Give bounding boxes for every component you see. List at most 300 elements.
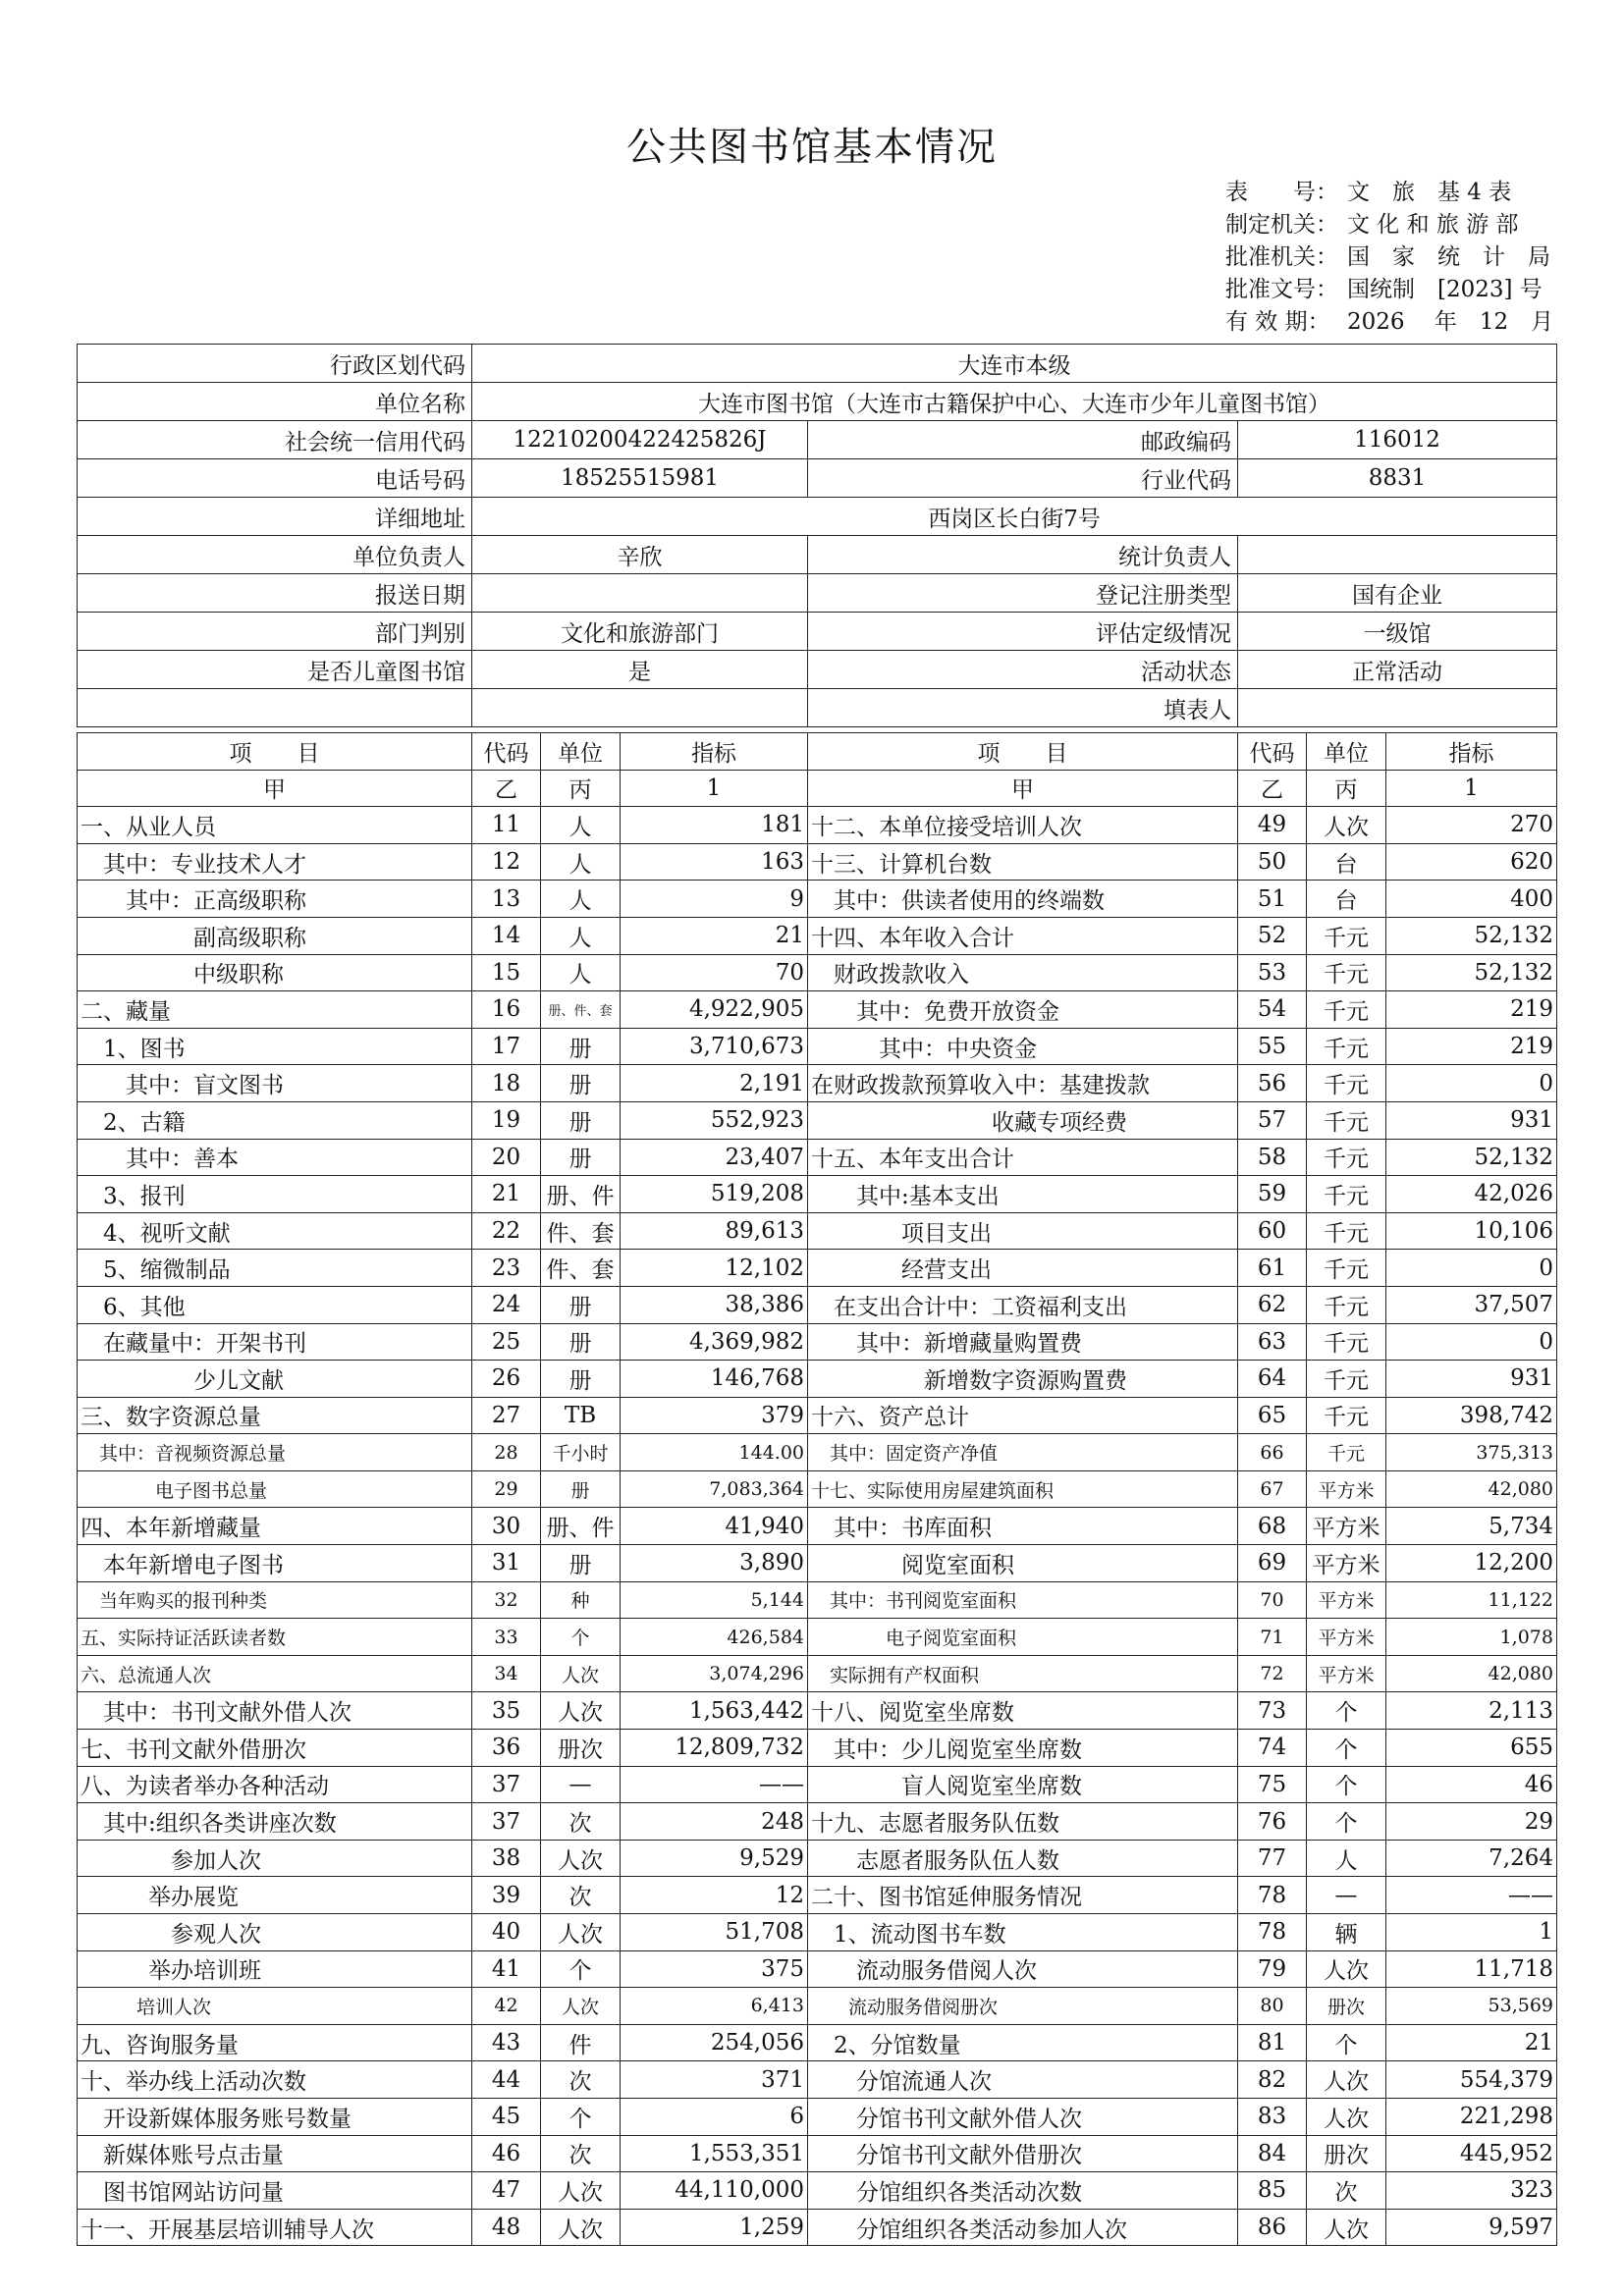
row-code: 14 [472,917,541,954]
column-subheader-row [78,770,1557,807]
unit-name-label: 单位名称 [78,383,472,421]
row-code: 27 [472,1397,541,1434]
row-value: 9,529 [621,1840,808,1877]
meta-approval-number [1225,274,1553,306]
row-code: 41 [472,1950,541,1988]
row-item-label: 3、报刊 [78,1176,472,1213]
row-item-label: 分馆书刊文献外借人次 [808,2098,1238,2135]
subheader-code: 乙 [472,770,541,807]
table-row [78,843,1557,881]
row-unit: 千元 [1307,1250,1386,1287]
row-code: 30 [472,1508,541,1545]
row-code: 47 [472,2172,541,2210]
row-value: 181 [621,807,808,844]
row-code: 34 [472,1655,541,1692]
row-value: 11,122 [1386,1581,1557,1619]
row-value: 1,078 [1386,1619,1557,1656]
meta-key: 制定机关： [1225,212,1338,238]
row-code: 49 [1238,807,1307,844]
row-value: 38,386 [621,1286,808,1323]
row-code: 23 [472,1250,541,1287]
table-row [78,1101,1557,1139]
row-code: 32 [472,1581,541,1619]
row-value: 931 [1386,1101,1557,1139]
row-value: 2,191 [621,1065,808,1102]
meta-value: 文 化 和 旅 游 部 [1347,212,1519,238]
row-value: 52,132 [1386,917,1557,954]
row-value: 655 [1386,1730,1557,1767]
row-value: —— [621,1766,808,1803]
row-item-label: 当年购买的报刊种类 [78,1581,472,1619]
row-unit: 千元 [1307,1361,1386,1398]
indicator-table-body [78,733,1557,2246]
row-item-label: 十五、本年支出合计 [808,1139,1238,1176]
row-unit: 台 [1307,881,1386,918]
row-value: 1,563,442 [621,1692,808,1730]
row-unit: 人次 [541,1655,621,1692]
column-header-code: 代码 [472,733,541,771]
row-value: 219 [1386,991,1557,1029]
column-header-item: 项 目 [808,733,1238,771]
row-code: 83 [1238,2098,1307,2135]
table-row [78,1250,1557,1287]
row-unit: 台 [1307,843,1386,881]
row-value: 3,074,296 [621,1655,808,1692]
row-code: 26 [472,1361,541,1398]
row-value: 0 [1386,1250,1557,1287]
row-code: 43 [472,2024,541,2061]
unit-info-row [78,574,1557,613]
row-code: 38 [472,1840,541,1877]
row-item-label: 其中：免费开放资金 [808,991,1238,1029]
row-item-label: 财政拨款收入 [808,954,1238,991]
row-code: 65 [1238,1397,1307,1434]
row-item-label: 其中：书刊阅览室面积 [808,1581,1238,1619]
row-item-label: 电子图书总量 [78,1470,472,1508]
row-item-label: 一、从业人员 [78,807,472,844]
row-unit: 人次 [1307,1950,1386,1988]
table-row [78,991,1557,1029]
row-unit: 个 [541,1950,621,1988]
row-code: 16 [472,991,541,1029]
department-value: 文化和旅游部门 [472,613,808,651]
row-code: 55 [1238,1028,1307,1065]
row-value: 21 [1386,2024,1557,2061]
row-unit: 个 [1307,1730,1386,1767]
row-code: 74 [1238,1730,1307,1767]
row-value: 248 [621,1803,808,1841]
stat-head-value [1238,536,1557,574]
row-value: 2,113 [1386,1692,1557,1730]
row-item-label: 志愿者服务队伍人数 [808,1840,1238,1877]
row-code: 25 [472,1323,541,1361]
registration-type-value: 国有企业 [1238,574,1557,613]
row-unit: 平方米 [1307,1581,1386,1619]
row-unit: 人 [1307,1840,1386,1877]
row-code: 35 [472,1692,541,1730]
row-value: 3,890 [621,1545,808,1582]
row-value: 426,584 [621,1619,808,1656]
row-item-label: 其中:组织各类讲座次数 [78,1803,472,1841]
row-value: 375 [621,1950,808,1988]
row-code: 37 [472,1766,541,1803]
row-code: 76 [1238,1803,1307,1841]
row-code: 15 [472,954,541,991]
meta-value: 国 家 统 计 局 [1347,244,1550,270]
row-value: 371 [621,2061,808,2099]
row-code: 75 [1238,1766,1307,1803]
row-unit: 人次 [1307,807,1386,844]
row-item-label: 流动服务借阅册次 [808,1988,1238,2025]
row-value: 6 [621,2098,808,2135]
address-label: 详细地址 [78,498,472,536]
row-value: 4,922,905 [621,991,808,1029]
row-item-label: 举办展览 [78,1877,472,1914]
row-unit: 千元 [1307,1028,1386,1065]
row-item-label: 八、为读者举办各种活动 [78,1766,472,1803]
row-unit: 次 [541,2135,621,2172]
subheader-unit: 丙 [1307,770,1386,807]
row-item-label: 项目支出 [808,1212,1238,1250]
row-code: 50 [1238,843,1307,881]
row-code: 56 [1238,1065,1307,1102]
table-row [78,1655,1557,1692]
row-value: 42,080 [1386,1655,1557,1692]
row-unit: 册次 [541,1730,621,1767]
row-value: 1,259 [621,2209,808,2246]
row-unit: 册 [541,1361,621,1398]
table-row [78,2135,1557,2172]
meta-value: 国统制 [2023] 号 [1347,277,1543,302]
row-value: 552,923 [621,1101,808,1139]
row-unit: 册 [541,1470,621,1508]
row-value: 398,742 [1386,1397,1557,1434]
row-item-label: 十一、开展基层培训辅导人次 [78,2209,472,2246]
row-unit: 平方米 [1307,1655,1386,1692]
row-code: 81 [1238,2024,1307,2061]
row-code: 39 [472,1877,541,1914]
row-item-label: 九、咨询服务量 [78,2024,472,2061]
row-unit: 平方米 [1307,1508,1386,1545]
row-code: 60 [1238,1212,1307,1250]
row-unit: 人次 [1307,2061,1386,2099]
subheader-unit: 丙 [541,770,621,807]
row-unit: 人次 [541,1988,621,2025]
row-value: 52,132 [1386,954,1557,991]
table-row [78,1470,1557,1508]
row-value: 6,413 [621,1988,808,2025]
table-row [78,917,1557,954]
row-value: 0 [1386,1065,1557,1102]
unit-info-row [78,613,1557,651]
table-row [78,1434,1557,1471]
row-value: 7,083,364 [621,1470,808,1508]
row-unit: 千元 [1307,991,1386,1029]
row-item-label: 其中：供读者使用的终端数 [808,881,1238,918]
credit-code-label: 社会统一信用代码 [78,421,472,459]
row-unit: 册次 [1307,2135,1386,2172]
row-item-label: 5、缩微制品 [78,1250,472,1287]
row-unit: 册 [541,1139,621,1176]
row-value: 89,613 [621,1212,808,1250]
subheader-value: 1 [621,770,808,807]
row-item-label: 中级职称 [78,954,472,991]
row-code: 68 [1238,1508,1307,1545]
row-value: 323 [1386,2172,1557,2210]
unit-head-label: 单位负责人 [78,536,472,574]
unit-info-row [78,345,1557,383]
row-value: 5,144 [621,1581,808,1619]
row-code: 82 [1238,2061,1307,2099]
row-value: 70 [621,954,808,991]
row-code: 45 [472,2098,541,2135]
row-item-label: 五、实际持证活跃读者数 [78,1619,472,1656]
row-unit: 千元 [1307,1397,1386,1434]
row-item-label: 盲人阅览室坐席数 [808,1766,1238,1803]
row-code: 72 [1238,1655,1307,1692]
row-unit: 人 [541,881,621,918]
row-code: 22 [472,1212,541,1250]
row-unit: 人 [541,807,621,844]
table-row [78,1139,1557,1176]
row-unit: — [1307,1877,1386,1914]
row-code: 78 [1238,1877,1307,1914]
table-row [78,1988,1557,2025]
row-code: 77 [1238,1840,1307,1877]
row-item-label: 开设新媒体服务账号数量 [78,2098,472,2135]
row-code: 40 [472,1914,541,1951]
industry-code-value: 8831 [1238,459,1557,498]
meta-value: 文 旅 基 4 表 [1347,180,1512,205]
row-item-label: 二、藏量 [78,991,472,1029]
row-value: 46 [1386,1766,1557,1803]
row-value: 9,597 [1386,2209,1557,2246]
row-value: 1,553,351 [621,2135,808,2172]
row-item-label: 十六、资产总计 [808,1397,1238,1434]
row-item-label: 图书馆网站访问量 [78,2172,472,2210]
row-value: 10,106 [1386,1212,1557,1250]
row-value: 12 [621,1877,808,1914]
row-code: 17 [472,1028,541,1065]
subheader-code: 乙 [1238,770,1307,807]
row-code: 57 [1238,1101,1307,1139]
row-code: 21 [472,1176,541,1213]
row-item-label: 本年新增电子图书 [78,1545,472,1582]
table-row [78,2209,1557,2246]
row-item-label: 其中:基本支出 [808,1176,1238,1213]
row-value: 5,734 [1386,1508,1557,1545]
row-unit: 个 [541,2098,621,2135]
table-row [78,1065,1557,1102]
table-row [78,1766,1557,1803]
row-value: 7,264 [1386,1840,1557,1877]
table-row [78,1212,1557,1250]
row-value: 554,379 [1386,2061,1557,2099]
unit-info-row [78,383,1557,421]
row-item-label: 十八、阅览室坐席数 [808,1692,1238,1730]
row-value: 400 [1386,881,1557,918]
row-unit: 次 [541,1803,621,1841]
row-unit: 人次 [541,2209,621,2246]
unit-name-value: 大连市图书馆（大连市古籍保护中心、大连市少年儿童图书馆） [472,383,1557,421]
row-unit: 册 [541,1323,621,1361]
filler-label: 填表人 [808,689,1238,727]
row-code: 78 [1238,1914,1307,1951]
blank-cell [472,689,808,727]
row-item-label: 实际拥有产权面积 [808,1655,1238,1692]
row-item-label: 七、书刊文献外借册次 [78,1730,472,1767]
unit-info-row [78,689,1557,727]
row-unit: 次 [541,1877,621,1914]
table-row [78,1692,1557,1730]
table-row [78,1730,1557,1767]
row-unit: 册次 [1307,1988,1386,2025]
table-row [78,1914,1557,1951]
column-header-unit: 单位 [541,733,621,771]
row-item-label: 二十、图书馆延伸服务情况 [808,1877,1238,1914]
row-item-label: 1、图书 [78,1028,472,1065]
column-header-value: 指标 [1386,733,1557,771]
meta-key: 有 效 期： [1225,309,1330,335]
row-item-label: 流动服务借阅人次 [808,1950,1238,1988]
row-value: 1 [1386,1914,1557,1951]
row-code: 85 [1238,2172,1307,2210]
row-code: 71 [1238,1619,1307,1656]
row-unit: 件、套 [541,1212,621,1250]
row-item-label: 少儿文献 [78,1361,472,1398]
row-item-label: 三、数字资源总量 [78,1397,472,1434]
row-unit: 人次 [1307,2098,1386,2135]
row-unit: 千元 [1307,1101,1386,1139]
meta-key: 表 号： [1225,180,1338,205]
row-unit: 千元 [1307,917,1386,954]
phone-value: 18525515981 [472,459,808,498]
meta-key: 批准机关： [1225,244,1338,270]
row-item-label: 收藏专项经费 [808,1101,1238,1139]
row-item-label: 新媒体账号点击量 [78,2135,472,2172]
row-unit: 人次 [1307,2209,1386,2246]
row-item-label: 其中：善本 [78,1139,472,1176]
row-item-label: 其中：固定资产净值 [808,1434,1238,1471]
row-code: 63 [1238,1323,1307,1361]
row-item-label: 副高级职称 [78,917,472,954]
row-value: 620 [1386,843,1557,881]
row-value: 29 [1386,1803,1557,1841]
row-item-label: 十三、计算机台数 [808,843,1238,881]
row-item-label: 十四、本年收入合计 [808,917,1238,954]
row-value: 254,056 [621,2024,808,2061]
row-value: 11,718 [1386,1950,1557,1988]
row-code: 37 [472,1803,541,1841]
row-code: 62 [1238,1286,1307,1323]
row-item-label: 参加人次 [78,1840,472,1877]
column-header-unit: 单位 [1307,733,1386,771]
row-item-label: 4、视听文献 [78,1212,472,1250]
row-item-label: 其中：书库面积 [808,1508,1238,1545]
row-unit: 千元 [1307,1065,1386,1102]
row-unit: 千元 [1307,1323,1386,1361]
row-value: 3,710,673 [621,1028,808,1065]
table-row [78,1545,1557,1582]
row-code: 42 [472,1988,541,2025]
row-unit: — [541,1766,621,1803]
row-unit: 千元 [1307,1212,1386,1250]
children-library-value: 是 [472,651,808,689]
row-item-label: 2、分馆数量 [808,2024,1238,2061]
row-value: 42,026 [1386,1176,1557,1213]
table-row [78,1176,1557,1213]
table-row [78,2098,1557,2135]
row-item-label: 在财政拨款预算收入中：基建拨款 [808,1065,1238,1102]
row-code: 29 [472,1470,541,1508]
table-row [78,1286,1557,1323]
unit-info-row [78,498,1557,536]
table-row [78,1397,1557,1434]
row-code: 79 [1238,1950,1307,1988]
row-value: 21 [621,917,808,954]
row-code: 64 [1238,1361,1307,1398]
row-item-label: 分馆组织各类活动次数 [808,2172,1238,2210]
row-unit: 个 [541,1619,621,1656]
row-unit: 人 [541,843,621,881]
row-value: 445,952 [1386,2135,1557,2172]
row-code: 24 [472,1286,541,1323]
form-meta [1225,177,1553,339]
row-item-label: 参观人次 [78,1914,472,1951]
row-value: 12,102 [621,1250,808,1287]
column-header-item: 项 目 [78,733,472,771]
meta-valid-until [1225,306,1553,339]
row-code: 44 [472,2061,541,2099]
row-value: 52,132 [1386,1139,1557,1176]
unit-info-row [78,536,1557,574]
indicator-table [77,732,1557,2246]
row-code: 36 [472,1730,541,1767]
row-code: 54 [1238,991,1307,1029]
row-unit: 千小时 [541,1434,621,1471]
unit-info-table [77,344,1557,727]
credit-code-value: 12210200422425826J [472,421,808,459]
row-item-label: 在藏量中：开架书刊 [78,1323,472,1361]
row-value: 44,110,000 [621,2172,808,2210]
row-item-label: 其中：中央资金 [808,1028,1238,1065]
row-code: 11 [472,807,541,844]
row-code: 59 [1238,1176,1307,1213]
row-item-label: 新增数字资源购置费 [808,1361,1238,1398]
table-row [78,954,1557,991]
row-code: 19 [472,1101,541,1139]
row-unit: 册 [541,1286,621,1323]
report-date-label: 报送日期 [78,574,472,613]
row-value: 219 [1386,1028,1557,1065]
row-item-label: 其中：音视频资源总量 [78,1434,472,1471]
row-unit: 千元 [1307,1434,1386,1471]
grade-label: 评估定级情况 [808,613,1238,651]
row-value: 0 [1386,1323,1557,1361]
row-unit: 册 [541,1545,621,1582]
phone-label: 电话号码 [78,459,472,498]
row-unit: 册 [541,1065,621,1102]
row-unit: 个 [1307,1803,1386,1841]
row-unit: 人 [541,917,621,954]
row-code: 69 [1238,1545,1307,1582]
row-value: 146,768 [621,1361,808,1398]
table-row [78,2024,1557,2061]
row-item-label: 分馆流通人次 [808,2061,1238,2099]
table-row [78,1840,1557,1877]
row-value: 270 [1386,807,1557,844]
row-unit: 人次 [541,1914,621,1951]
